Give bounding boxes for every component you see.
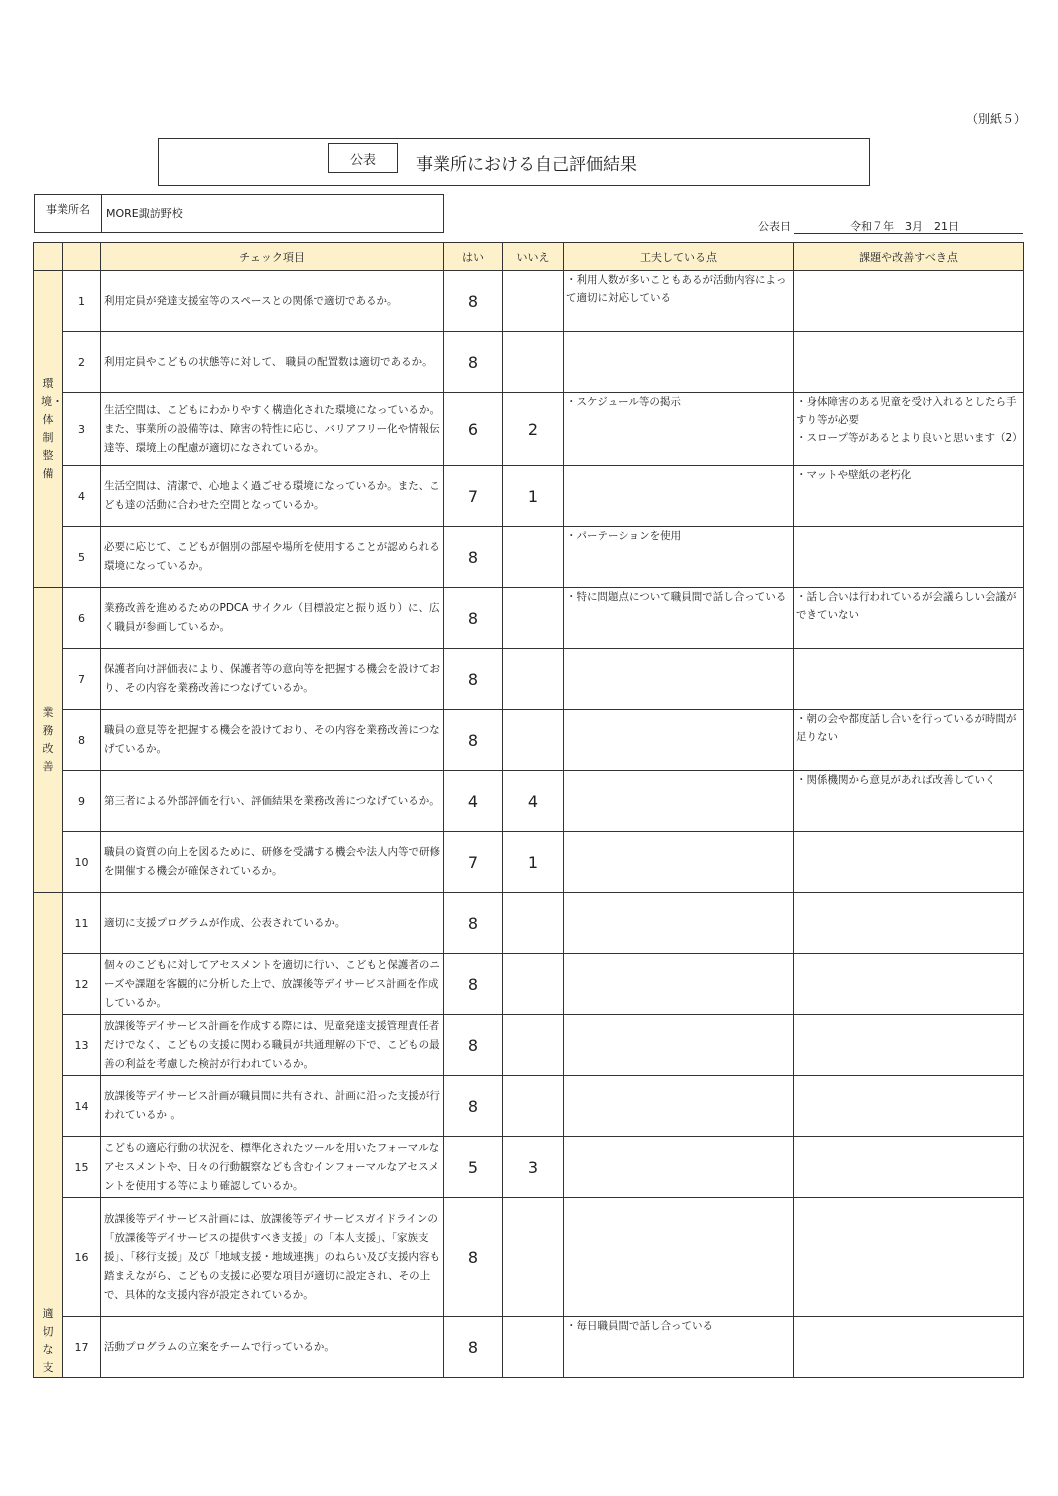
no-count bbox=[503, 1317, 564, 1378]
item-number: 9 bbox=[63, 771, 101, 832]
issue-note bbox=[794, 271, 1024, 332]
page-title: 事業所における自己評価結果 bbox=[416, 155, 637, 175]
item-question: 利用定員が発達支援室等のスペースとの関係で適切であるか。 bbox=[101, 271, 444, 332]
no-count bbox=[503, 893, 564, 954]
item-number: 7 bbox=[63, 649, 101, 710]
annex-label: （別紙５） bbox=[966, 112, 1027, 126]
header-effort: 工夫している点 bbox=[564, 243, 794, 271]
effort-note bbox=[564, 1198, 794, 1317]
no-count bbox=[503, 1015, 564, 1076]
office-label: 事業所名 bbox=[35, 195, 102, 232]
item-number: 8 bbox=[63, 710, 101, 771]
table-row bbox=[34, 271, 1024, 332]
yes-count: 8 bbox=[444, 1198, 503, 1317]
item-question: 適切に支援プログラムが作成、公表されているか。 bbox=[101, 893, 444, 954]
yes-count: 6 bbox=[444, 393, 503, 466]
publication-date: 令和７年 3月 21日 bbox=[850, 220, 959, 233]
no-count: 4 bbox=[503, 771, 564, 832]
issue-note bbox=[794, 527, 1024, 588]
item-question: 業務改善を進めるためのPDCA サイクル（目標設定と振り返り）に、広く職員が参画しているか。 bbox=[101, 588, 444, 649]
yes-count: 8 bbox=[444, 649, 503, 710]
effort-note: ・パーテーションを使用 bbox=[564, 527, 794, 588]
table-row bbox=[34, 893, 1024, 954]
table-body bbox=[34, 271, 1024, 1378]
issue-note bbox=[794, 649, 1024, 710]
table-row bbox=[34, 1198, 1024, 1317]
item-number: 4 bbox=[63, 466, 101, 527]
item-question: 放課後等デイサービス計画には、放課後等デイサービスガイドラインの「放課後等デイサービスの提供すべき支援」の「本人支援」、「家族支援」、「移行支援」及び「地域支援・地域連携」のねらい及び支援内容も踏まえながら、こどもの支援に必要な項目が適切に設定され、その上で、具体的な支援内容が設定されているか。 bbox=[101, 1198, 444, 1317]
no-count bbox=[503, 1198, 564, 1317]
issue-note bbox=[794, 1076, 1024, 1137]
item-question: 第三者による外部評価を行い、評価結果を業務改善につなげているか。 bbox=[101, 771, 444, 832]
table-row bbox=[34, 332, 1024, 393]
table-row bbox=[34, 832, 1024, 893]
publication-label: 公表日 bbox=[758, 220, 791, 233]
item-number: 17 bbox=[63, 1317, 101, 1378]
yes-count: 7 bbox=[444, 832, 503, 893]
issue-note: ・関係機関から意見があれば改善していく bbox=[794, 771, 1024, 832]
office-box bbox=[34, 194, 444, 233]
table-header-row bbox=[34, 243, 1024, 271]
yes-count: 8 bbox=[444, 1076, 503, 1137]
yes-count: 5 bbox=[444, 1137, 503, 1198]
header-yes: はい bbox=[444, 243, 503, 271]
no-count bbox=[503, 271, 564, 332]
category-label: 環境・体制整備 bbox=[41, 377, 63, 480]
yes-count: 8 bbox=[444, 1317, 503, 1378]
effort-note: ・利用人数が多いこともあるが活動内容によって適切に対応している bbox=[564, 271, 794, 332]
table-row bbox=[34, 771, 1024, 832]
no-count bbox=[503, 710, 564, 771]
item-question: 利用定員やこどもの状態等に対して、 職員の配置数は適切であるか。 bbox=[101, 332, 444, 393]
item-question: こどもの適応行動の状況を、標準化されたツールを用いたフォーマルなアセスメントや、日々の行動観察なども含むインフォーマルなアセスメントを使用する等により確認しているか。 bbox=[101, 1137, 444, 1198]
effort-note bbox=[564, 1015, 794, 1076]
table-row bbox=[34, 1076, 1024, 1137]
table-row bbox=[34, 393, 1024, 466]
item-number: 1 bbox=[63, 271, 101, 332]
yes-count: 8 bbox=[444, 893, 503, 954]
table-row bbox=[34, 527, 1024, 588]
yes-count: 8 bbox=[444, 588, 503, 649]
table-row bbox=[34, 1015, 1024, 1076]
issue-note bbox=[794, 1137, 1024, 1198]
issue-note bbox=[794, 954, 1024, 1015]
publication-underline bbox=[794, 233, 1023, 234]
evaluation-table bbox=[33, 242, 1024, 1378]
no-count: 1 bbox=[503, 466, 564, 527]
item-question: 職員の意見等を把握する機会を設けており、その内容を業務改善につなげているか。 bbox=[101, 710, 444, 771]
effort-note bbox=[564, 954, 794, 1015]
item-number: 5 bbox=[63, 527, 101, 588]
item-number: 12 bbox=[63, 954, 101, 1015]
effort-note bbox=[564, 466, 794, 527]
no-count bbox=[503, 649, 564, 710]
no-count: 2 bbox=[503, 393, 564, 466]
yes-count: 8 bbox=[444, 271, 503, 332]
item-number: 6 bbox=[63, 588, 101, 649]
issue-note bbox=[794, 893, 1024, 954]
effort-note: ・特に問題点について職員間で話し合っている bbox=[564, 588, 794, 649]
item-question: 個々のこどもに対してアセスメントを適切に行い、こどもと保護者のニーズや課題を客観的に分析した上で、放課後等デイサービス計画を作成しているか。 bbox=[101, 954, 444, 1015]
header-no: いいえ bbox=[503, 243, 564, 271]
yes-count: 8 bbox=[444, 527, 503, 588]
issue-note bbox=[794, 1198, 1024, 1317]
no-count bbox=[503, 1076, 564, 1137]
yes-count: 8 bbox=[444, 1015, 503, 1076]
item-number: 2 bbox=[63, 332, 101, 393]
issue-note bbox=[794, 1317, 1024, 1378]
no-count: 3 bbox=[503, 1137, 564, 1198]
effort-note bbox=[564, 332, 794, 393]
category-label: 業務改善 bbox=[42, 706, 54, 773]
item-number: 14 bbox=[63, 1076, 101, 1137]
issue-note bbox=[794, 332, 1024, 393]
no-count bbox=[503, 332, 564, 393]
item-number: 10 bbox=[63, 832, 101, 893]
table-row bbox=[34, 710, 1024, 771]
no-count bbox=[503, 954, 564, 1015]
effort-note bbox=[564, 771, 794, 832]
no-count: 1 bbox=[503, 832, 564, 893]
item-question: 放課後等デイサービス計画を作成する際には、児童発達支援管理責任者だけでなく、こどもの支援に関わる職員が共通理解の下で、こどもの最善の利益を考慮した検討が行われているか。 bbox=[101, 1015, 444, 1076]
yes-count: 8 bbox=[444, 954, 503, 1015]
no-count bbox=[503, 588, 564, 649]
item-number: 16 bbox=[63, 1198, 101, 1317]
header-number bbox=[63, 243, 101, 271]
yes-count: 4 bbox=[444, 771, 503, 832]
item-number: 11 bbox=[63, 893, 101, 954]
no-count bbox=[503, 527, 564, 588]
item-question: 放課後等デイサービス計画が職員間に共有され、計画に沿った支援が行われているか 。 bbox=[101, 1076, 444, 1137]
header-issue: 課題や改善すべき点 bbox=[794, 243, 1024, 271]
issue-note: ・話し合いは行われているが会議らしい会議ができていない bbox=[794, 588, 1024, 649]
item-number: 15 bbox=[63, 1137, 101, 1198]
effort-note bbox=[564, 710, 794, 771]
yes-count: 8 bbox=[444, 710, 503, 771]
issue-note bbox=[794, 832, 1024, 893]
table-row bbox=[34, 1137, 1024, 1198]
category-cell bbox=[34, 588, 63, 893]
header-check-item: チェック項目 bbox=[101, 243, 444, 271]
item-question: 生活空間は、こどもにわかりやすく構造化された環境になっているか。また、事業所の設備等は、障害の特性に応じ、バリアフリー化や情報伝達等、環境上の配慮が適切になされているか。 bbox=[101, 393, 444, 466]
header-category bbox=[34, 243, 63, 271]
category-cell bbox=[34, 893, 63, 1378]
issue-note bbox=[794, 1015, 1024, 1076]
office-name: MORE諏訪野校 bbox=[106, 207, 183, 220]
category-label: 適切な支 bbox=[42, 1307, 54, 1374]
item-number: 3 bbox=[63, 393, 101, 466]
table-row bbox=[34, 588, 1024, 649]
effort-note bbox=[564, 1137, 794, 1198]
item-question: 活動プログラムの立案をチームで行っているか。 bbox=[101, 1317, 444, 1378]
category-cell bbox=[34, 271, 63, 588]
item-question: 生活空間は、清潔で、心地よく過ごせる環境になっているか。また、こども達の活動に合わせた空間となっているか。 bbox=[101, 466, 444, 527]
issue-note: ・マットや壁紙の老朽化 bbox=[794, 466, 1024, 527]
yes-count: 8 bbox=[444, 332, 503, 393]
effort-note: ・毎日職員間で話し合っている bbox=[564, 1317, 794, 1378]
table-row bbox=[34, 466, 1024, 527]
table-row bbox=[34, 649, 1024, 710]
item-question: 保護者向け評価表により、保護者等の意向等を把握する機会を設けており、その内容を業務改善につなげているか。 bbox=[101, 649, 444, 710]
table-row bbox=[34, 954, 1024, 1015]
effort-note bbox=[564, 893, 794, 954]
issue-note: ・身体障害のある児童を受け入れるとしたら手すり等が必要 ・スロープ等があるとより良いと思います（2） bbox=[794, 393, 1024, 466]
item-question: 職員の資質の向上を図るために、研修を受講する機会や法人内等で研修を開催する機会が確保されているか。 bbox=[101, 832, 444, 893]
table-row bbox=[34, 1317, 1024, 1378]
effort-note: ・スケジュール等の掲示 bbox=[564, 393, 794, 466]
effort-note bbox=[564, 832, 794, 893]
yes-count: 7 bbox=[444, 466, 503, 527]
issue-note: ・朝の会や都度話し合いを行っているが時間が足りない bbox=[794, 710, 1024, 771]
public-badge: 公表 bbox=[328, 143, 398, 173]
effort-note bbox=[564, 649, 794, 710]
item-question: 必要に応じて、こどもが個別の部屋や場所を使用することが認められる環境になっているか。 bbox=[101, 527, 444, 588]
effort-note bbox=[564, 1076, 794, 1137]
item-number: 13 bbox=[63, 1015, 101, 1076]
